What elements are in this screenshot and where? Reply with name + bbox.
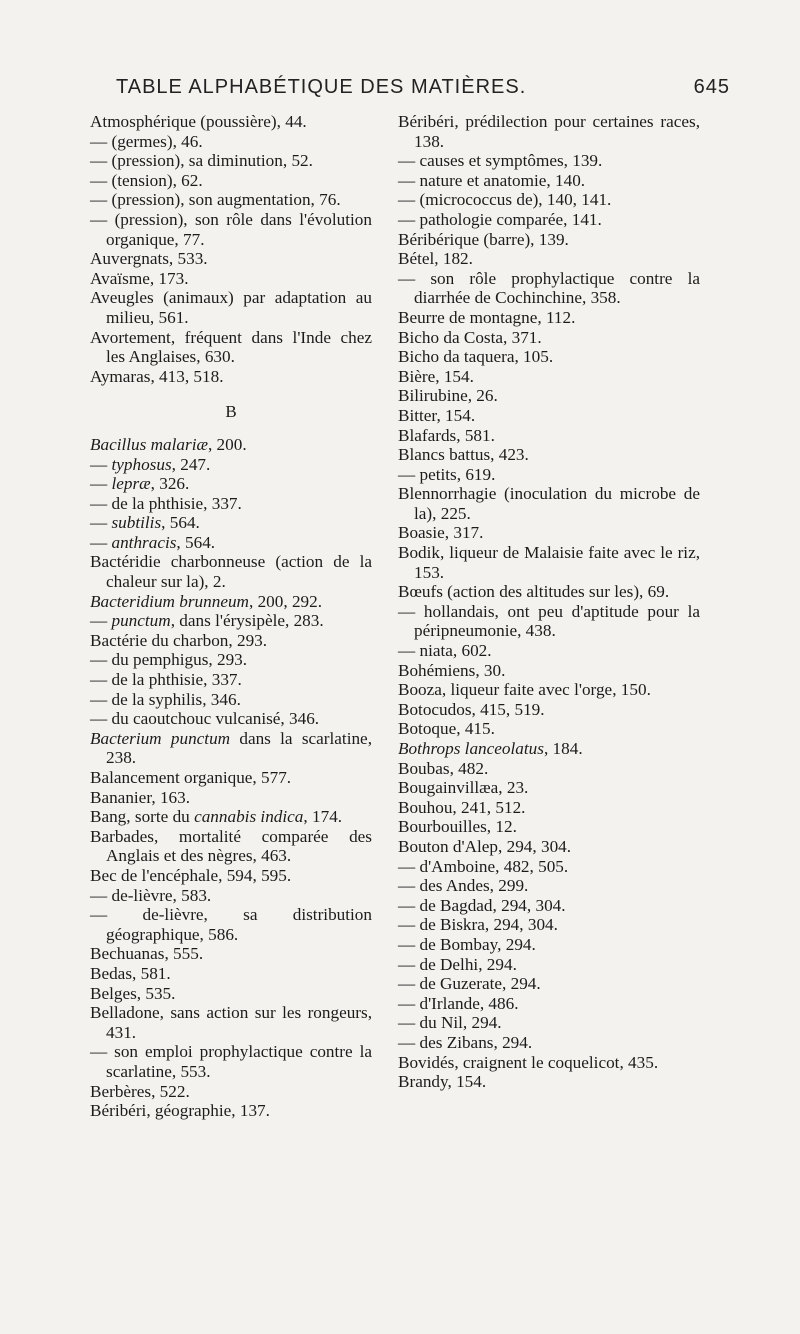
index-entry [90, 533, 372, 553]
index-entry-text: Bang, sorte du [90, 807, 195, 827]
index-entry-text: Beurre de montagne, 112. [398, 307, 576, 327]
index-entry [398, 269, 700, 308]
index-entry-text: — [90, 532, 112, 552]
index-entry-text: — de la phthisie, 337. [90, 493, 242, 513]
index-entry [90, 788, 372, 808]
index-entry [398, 994, 700, 1014]
index-entry [90, 328, 372, 367]
index-entry-text: — (pression), son augmentation, 76. [90, 190, 341, 210]
index-entry-text: Bouhou, 241, 512. [398, 797, 526, 817]
index-entry-text: — petits, 619. [398, 464, 496, 484]
page-number: 645 [693, 76, 730, 98]
index-entry-text: Bourbouilles, 12. [398, 817, 517, 837]
index-entry-text: Avortement, fréquent dans l'Inde chez les Anglaises, 630. [90, 327, 372, 367]
index-column-right [398, 112, 700, 1092]
index-entry [398, 857, 700, 877]
index-entry [398, 602, 700, 641]
index-entry [90, 112, 372, 132]
index-entry-text: — de Guzerate, 294. [398, 974, 541, 994]
index-entry-text: dans la scarlatine, 238. [106, 728, 372, 768]
index-entry-text: — (micrococcus de), 140, 141. [398, 190, 612, 210]
index-entry-italic-text: Bacteridium brunneum [90, 591, 249, 611]
index-entry-text: — des Andes, 299. [398, 876, 529, 896]
index-entry-text: — de-lièvre, 583. [90, 885, 212, 905]
index-entry [90, 455, 372, 475]
index-entry [90, 670, 372, 690]
index-entry-text: Bec de l'encéphale, 594, 595. [90, 865, 292, 885]
index-entry-text: Bouton d'Alep, 294, 304. [398, 836, 572, 856]
index-entry [90, 886, 372, 906]
index-entry [398, 484, 700, 523]
index-entry-text: , 564. [176, 532, 216, 552]
index-entry-text: Bohémiens, 30. [398, 660, 506, 680]
index-entry-text: — pathologie comparée, 141. [398, 209, 602, 229]
index-entry [90, 709, 372, 729]
index-entry [398, 837, 700, 857]
index-entry-text: Bière, 154. [398, 366, 474, 386]
index-entry [398, 915, 700, 935]
index-entry-text: — du caoutchouc vulcanisé, 346. [90, 709, 320, 729]
index-entry [398, 1072, 700, 1092]
index-entry-text: Avaïsme, 173. [90, 268, 189, 288]
index-entry-text: — [90, 513, 112, 533]
index-entry-text: , 247. [171, 454, 211, 474]
index-entry [90, 269, 372, 289]
index-entry [90, 210, 372, 249]
index-entry-text: Botoque, 415. [398, 719, 495, 739]
index-entry-text: — de Biskra, 294, 304. [398, 915, 558, 935]
index-entry-italic-text: typhosus [111, 454, 172, 474]
index-entry-text: Aymaras, 413, 518. [90, 366, 224, 386]
index-entry-text: — de-lièvre, sa distribution géographique, 586. [90, 905, 372, 944]
index-entry [398, 759, 700, 779]
index-entry [90, 768, 372, 788]
index-entry-text: Boubas, 482. [398, 758, 489, 778]
index-entry [90, 866, 372, 886]
index-entry-text: Bovidés, craignent le coquelicot, 435. [398, 1052, 659, 1072]
index-entry [398, 171, 700, 191]
index-entry-text: Bananier, 163. [90, 787, 191, 807]
index-entry [90, 151, 372, 171]
index-entry-text: — de Bombay, 294. [398, 934, 536, 954]
index-entry [90, 494, 372, 514]
index-entry-text: Blafards, 581. [398, 425, 495, 445]
index-entry [398, 582, 700, 602]
index-entry [398, 1013, 700, 1033]
index-entry-text: — [90, 474, 112, 494]
index-entry [90, 1082, 372, 1102]
index-entry [398, 465, 700, 485]
index-entry [398, 719, 700, 739]
index-entry [398, 367, 700, 387]
index-entry-text: Béribéri, prédilection pour certaines races, 138. [398, 112, 700, 151]
index-entry-text: Bœufs (action des altitudes sur les), 69. [398, 582, 670, 602]
index-entry [90, 367, 372, 387]
index-entry [398, 328, 700, 348]
index-entry-text: Auvergnats, 533. [90, 249, 208, 269]
index-entry-text: , 326. [150, 474, 190, 494]
index-entry [398, 249, 700, 269]
index-entry [398, 347, 700, 367]
index-entry-text: — niata, 602. [398, 641, 492, 661]
index-entry [90, 611, 372, 631]
index-entry-text: Blennorrhagie (inoculation du microbe de la), 225. [398, 484, 700, 523]
index-entry [398, 739, 700, 759]
index-entry [90, 552, 372, 591]
index-entry [398, 210, 700, 230]
index-entry [398, 778, 700, 798]
page-title: TABLE ALPHABÉTIQUE DES MATIÈRES. [116, 76, 527, 98]
index-entry-text: — des Zibans, 294. [398, 1032, 533, 1052]
index-entry [90, 190, 372, 210]
index-entry-italic-text: lepræ [111, 474, 151, 494]
index-entry [90, 964, 372, 984]
index-entry [90, 435, 372, 455]
index-entry [398, 426, 700, 446]
index-entry-text: — de la phthisie, 337. [90, 670, 242, 690]
index-entry-italic-text: anthracis [111, 532, 177, 552]
index-entry [398, 112, 700, 151]
index-entry [90, 944, 372, 964]
index-entry-text: Aveugles (animaux) par adaptation au milieu, 561. [90, 288, 372, 327]
index-entry-text: Atmosphérique (poussière), 44. [90, 112, 307, 131]
index-entry-text: — (pression), son rôle dans l'évolution organique, 77. [90, 209, 372, 249]
index-entry-text: , 184. [543, 739, 583, 758]
index-entry-text: Bedas, 581. [90, 963, 171, 983]
index-entry-text: Boasie, 317. [398, 523, 484, 543]
index-entry [398, 935, 700, 955]
index-entry-text: , 200, 292. [248, 591, 323, 611]
index-entry-text: — nature et anatomie, 140. [398, 170, 586, 190]
index-entry [90, 513, 372, 533]
index-entry [398, 974, 700, 994]
index-entry [90, 1101, 372, 1121]
index-entry [90, 132, 372, 152]
index-entry-text: — hollandais, ont peu d'aptitude pour la péripneumonie, 438. [398, 601, 700, 641]
index-entry-text: Bilirubine, 26. [398, 386, 498, 406]
section-letter: B [225, 402, 237, 422]
index-entry-text: — du pemphigus, 293. [90, 650, 248, 670]
index-entry-italic-text: cannabis indica [194, 807, 304, 827]
index-entry-text: — causes et symptômes, 139. [398, 151, 603, 171]
index-entry-text: — [90, 454, 112, 474]
index-entry [90, 729, 372, 768]
index-entry [90, 592, 372, 612]
index-entry [90, 690, 372, 710]
index-entry-text: , 200. [207, 434, 247, 454]
index-entry-text: , dans l'érysipèle, 283. [170, 611, 324, 631]
index-entry [398, 798, 700, 818]
index-entry [398, 1053, 700, 1073]
index-entry [398, 308, 700, 328]
index-entry [398, 641, 700, 661]
index-entry-italic-text: Bothrops lanceolatus [398, 739, 544, 758]
index-entry-text: Bougainvillæa, 23. [398, 778, 529, 798]
index-entry-text: Berbères, 522. [90, 1081, 190, 1101]
index-entry-text: Bitter, 154. [398, 405, 476, 425]
index-entry [90, 1003, 372, 1042]
index-entry-text: Béribéri, géographie, 137. [90, 1101, 270, 1121]
index-entry [398, 445, 700, 465]
index-entry [398, 523, 700, 543]
index-entry [90, 1042, 372, 1081]
index-entry [398, 700, 700, 720]
index-entry [398, 386, 700, 406]
index-entry [90, 650, 372, 670]
index-entry-text: Bactéridie charbonneuse (action de la chaleur sur la), 2. [90, 552, 372, 592]
index-entry-text: — de la syphilis, 346. [90, 689, 241, 709]
index-entry-text: — de Delhi, 294. [398, 954, 517, 974]
index-entry-text: Booza, liqueur faite avec l'orge, 150. [398, 680, 651, 700]
index-entry-text: — son emploi prophylactique contre la scarlatine, 553. [90, 1042, 372, 1081]
index-entry-italic-text: Bacillus malariæ [90, 434, 208, 454]
index-entry [398, 230, 700, 250]
index-entry-italic-text: punctum [111, 611, 171, 631]
index-entry-italic-text: Bacterium punctum [90, 728, 231, 748]
index-entry [398, 1033, 700, 1053]
index-entry-text: — d'Irlande, 486. [398, 993, 519, 1013]
index-entry [90, 631, 372, 651]
index-entry-text: Belladone, sans action sur les rongeurs, 431. [90, 1003, 372, 1042]
index-entry [90, 249, 372, 269]
index-entry [398, 543, 700, 582]
index-entry [398, 190, 700, 210]
index-entry-text: Béribérique (barre), 139. [398, 229, 569, 249]
index-entry-text: Bicho da taquera, 105. [398, 347, 554, 367]
index-entry-text: Bétel, 182. [398, 249, 473, 269]
index-entry [398, 955, 700, 975]
index-entry-text: Barbades, mortalité comparée des Anglais et des nègres, 463. [90, 826, 372, 866]
index-entry [398, 896, 700, 916]
index-entry [398, 680, 700, 700]
index-entry [90, 905, 372, 944]
index-entry [90, 288, 372, 327]
index-entry-text: — d'Amboine, 482, 505. [398, 856, 569, 876]
index-entry-text: Bechuanas, 555. [90, 944, 204, 964]
index-entry-text: Balancement organique, 577. [90, 768, 292, 787]
index-entry-text: , 564. [161, 513, 200, 533]
index-entry-text: — (pression), sa diminution, 52. [90, 151, 313, 171]
index-entry [398, 876, 700, 896]
index-entry [90, 807, 372, 827]
index-entry-text: — [90, 611, 112, 631]
index-entry [398, 817, 700, 837]
index-entry-text: — du Nil, 294. [398, 1013, 502, 1033]
index-entry-text: — (tension), 62. [90, 170, 203, 190]
index-entry [90, 827, 372, 866]
index-entry-text: Blancs battus, 423. [398, 445, 529, 465]
index-entry-text: — (germes), 46. [90, 131, 203, 151]
index-entry [398, 661, 700, 681]
index-column-left [90, 112, 372, 1121]
index-entry-text: Bicho da Costa, 371. [398, 327, 542, 347]
index-entry-text: , 174. [303, 807, 343, 827]
index-entry-text: Bodik, liqueur de Malaisie faite avec le riz, 153. [398, 543, 700, 582]
index-entry-text: — son rôle prophylactique contre la diarrhée de Cochinchine, 358. [398, 268, 700, 308]
index-entry [90, 984, 372, 1004]
index-entry-text: Belges, 535. [90, 983, 176, 1003]
index-entry [398, 406, 700, 426]
index-entry-text: Botocudos, 415, 519. [398, 699, 545, 719]
index-entry [398, 151, 700, 171]
index-entry [90, 171, 372, 191]
index-entry-italic-text: subtilis [111, 513, 162, 533]
index-entry-text: Bactérie du charbon, 293. [90, 630, 268, 650]
index-entry-text: Brandy, 154. [398, 1072, 487, 1092]
index-entry-text: — de Bagdad, 294, 304. [398, 895, 566, 915]
index-entry [90, 474, 372, 494]
